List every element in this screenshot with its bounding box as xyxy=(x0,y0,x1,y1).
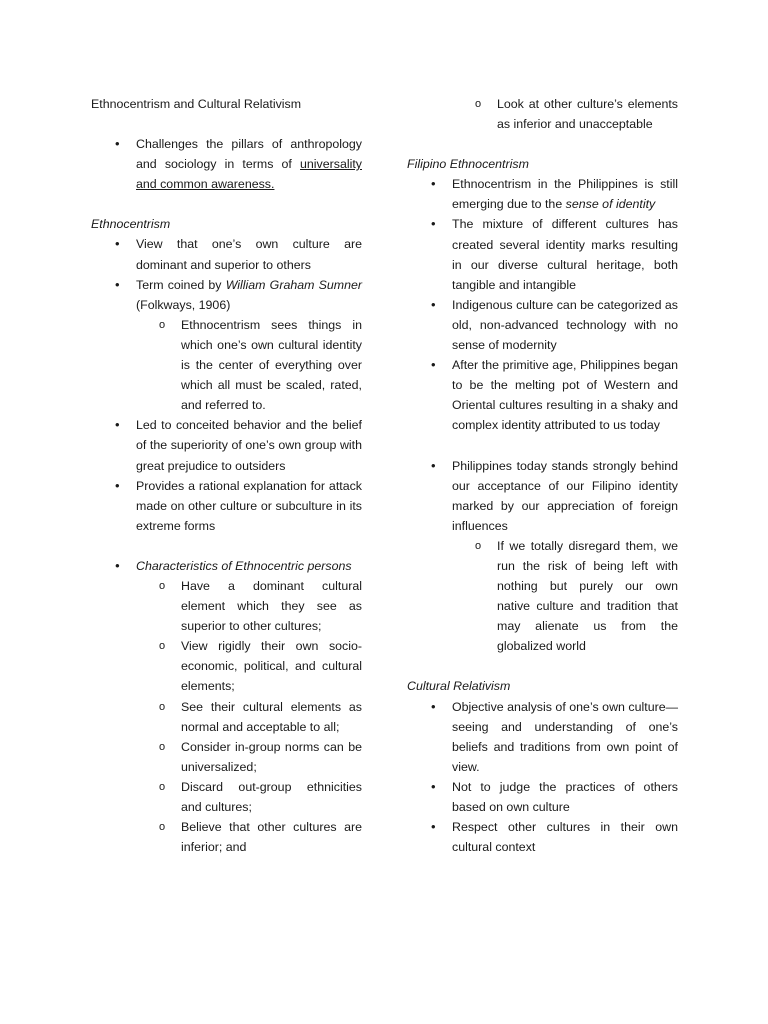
bullet-text: Term coined by xyxy=(136,277,226,292)
filipino-bullet-1 xyxy=(407,174,678,214)
filipino-bullet-2: • The mixture of different cultures has created several identity marks resulting in our diverse cultural heritage, both tangible and intangible xyxy=(407,214,678,294)
filipino-bullet-4: • After the primitive age, Philippines began to be the melting pot of Western and Oriental cultures resulting in a shaky and complex identity attributed to us today xyxy=(407,355,678,435)
filipino-list xyxy=(407,174,678,435)
ethnocentrism-list xyxy=(91,234,362,535)
characteristic-item: o Have a dominant cultural element which they see as superior to other cultures; xyxy=(91,576,362,636)
document-title: Ethnocentrism and Cultural Relativism xyxy=(91,97,302,111)
author-name: William Graham Sumner xyxy=(225,277,363,292)
filipino-bullet-5: • Philippines today stands strongly behind our acceptance of our Filipino identity marked by our appreciation of foreign influences xyxy=(407,456,678,536)
filipino-list-2 xyxy=(407,456,678,657)
characteristics-heading: • Characteristics of Ethnocentric persons xyxy=(91,556,362,576)
characteristic-item: o Look at other culture’s elements as inferior and unacceptable xyxy=(407,94,678,134)
emphasis-text: sense of identity xyxy=(565,197,656,212)
characteristic-item: o See their cultural elements as normal and acceptable to all; xyxy=(91,697,362,737)
bullet-text: Ethnocentrism in the Philippines is still emerging due to the xyxy=(452,177,678,212)
relativism-list xyxy=(407,697,678,858)
relativism-bullet: • Not to judge the practices of others based on own culture xyxy=(407,777,678,817)
section-heading-ethnocentrism: Ethnocentrism xyxy=(91,217,171,232)
characteristic-item: o Believe that other cultures are inferior; and xyxy=(91,817,362,857)
right-column xyxy=(407,94,678,857)
characteristics-list xyxy=(91,556,362,857)
filipino-bullet-3: • Indigenous culture can be categorized as old, non-advanced technology with no sense of modernity xyxy=(407,295,678,355)
bullet-text: (Folkways, 1906) xyxy=(136,297,231,312)
ethnocentrism-bullet-2 xyxy=(91,275,362,315)
section-heading-relativism: Cultural Relativism xyxy=(407,679,511,694)
characteristic-item: o View rigidly their own socio-economic, political, and cultural elements; xyxy=(91,636,362,696)
section-heading-filipino: Filipino Ethnocentrism xyxy=(407,157,529,172)
relativism-bullet: • Objective analysis of one’s own culture—seeing and understanding of one’s beliefs and traditions from own point of view. xyxy=(407,697,678,777)
intro-list xyxy=(91,134,362,194)
ethnocentrism-bullet-3: • Led to conceited behavior and the belief of the superiority of one’s own group with great prejudice to outsiders xyxy=(91,415,362,475)
filipino-subbullet: o If we totally disregard them, we run the risk of being left with nothing but purely our own native culture and tradition that may alienate us from the globalized world xyxy=(407,536,678,657)
ethnocentrism-bullet-4: • Provides a rational explanation for attack made on other culture or subculture in its extreme forms xyxy=(91,476,362,536)
ethnocentrism-subbullet: o Ethnocentrism sees things in which one’s own cultural identity is the center of everything over which all must be scaled, rated, and referred to. xyxy=(91,315,362,415)
characteristic-item: o Consider in-group norms can be universalized; xyxy=(91,737,362,777)
intro-bullet xyxy=(91,134,362,194)
characteristics-list-continued xyxy=(407,94,678,134)
characteristic-item: o Discard out-group ethnicities and cultures; xyxy=(91,777,362,817)
relativism-bullet: • Respect other cultures in their own cultural context xyxy=(407,817,678,857)
intro-bullet-underlined: universality and common awareness. xyxy=(136,157,362,192)
ethnocentrism-bullet-1: • View that one’s own culture are dominant and superior to others xyxy=(91,234,362,274)
intro-bullet-text: Challenges the pillars of anthropology and sociology in terms of xyxy=(136,137,362,172)
left-column xyxy=(91,94,362,857)
